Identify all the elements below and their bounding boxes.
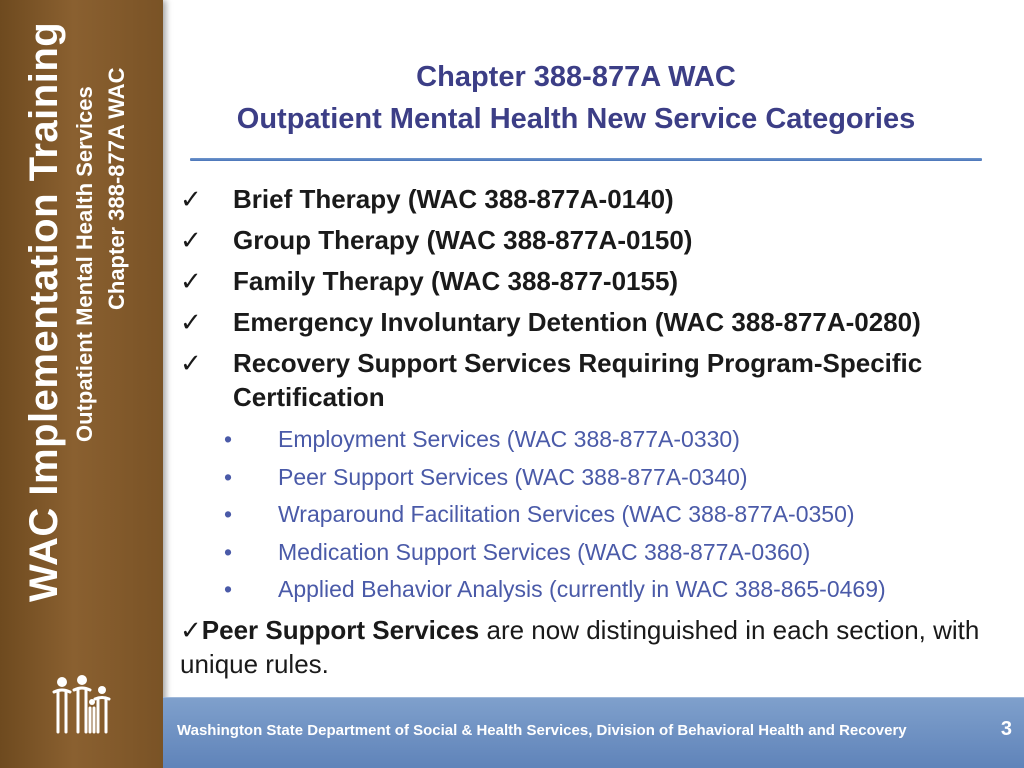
sub-list-item-text: Medication Support Services (WAC 388-877A-0360): [278, 538, 811, 565]
check-item-text: Group Therapy (WAC 388-877A-0150): [233, 225, 693, 255]
check-item-text: Recovery Support Services Requiring Program-Specific Certification: [233, 348, 923, 412]
bullet-icon: •: [224, 538, 233, 565]
check-item: [180, 264, 1000, 298]
sub-list-item-text: Employment Services (WAC 388-877A-0330): [278, 426, 740, 452]
final-note-bold: Peer Support Services: [201, 614, 480, 645]
sidebar-subtitle-chapter: Chapter 388-877A WAC: [104, 67, 129, 310]
sub-list-item-text: Wraparound Facilitation Services (WAC 388-877A-0350): [278, 501, 855, 527]
check-item-text: Emergency Involuntary Detention (WAC 388-877A-0280): [233, 307, 921, 337]
bullet-icon: •: [224, 463, 233, 490]
sub-list-item-text: Peer Support Services (WAC 388-877A-0340): [278, 463, 748, 490]
checkmark-icon: ✓: [180, 307, 202, 337]
sidebar-text-block: [0, 0, 163, 680]
final-note-text: are now distinguished in each section, with unique rules.: [180, 614, 980, 679]
check-item-text: Brief Therapy (WAC 388-877A-0140): [233, 184, 674, 214]
checkmark-icon: ✓: [180, 614, 202, 645]
content-body: [180, 182, 1000, 681]
bullet-icon: •: [224, 426, 233, 452]
title-divider: [190, 158, 982, 161]
slide-title: [163, 56, 989, 140]
check-item-text: Family Therapy (WAC 388-877-0155): [233, 266, 679, 296]
checkmark-icon: ✓: [180, 225, 202, 255]
check-item: [180, 182, 1000, 216]
sidebar-subtitle-services: Outpatient Mental Health Services: [72, 86, 97, 442]
bullet-icon: •: [224, 576, 233, 602]
people-family-logo-icon: [48, 672, 118, 736]
footer-text: Washington State Department of Social & Health Services, Division of Behavioral Health and Recovery: [177, 722, 907, 739]
footer-bar: [163, 697, 1024, 768]
sub-list-item: [180, 421, 1000, 459]
sub-list-item: [180, 534, 1000, 572]
check-item: [180, 223, 1000, 257]
sub-item-list: [180, 421, 1000, 609]
page-number: 3: [1000, 718, 1012, 740]
checkmark-icon: ✓: [180, 184, 202, 214]
sidebar-main-title: WAC Implementation Training: [22, 21, 66, 602]
title-line-2: Outpatient Mental Health New Service Categories: [236, 103, 916, 135]
bullet-icon: •: [224, 501, 233, 527]
check-item: [180, 305, 1000, 339]
checkmark-icon: ✓: [180, 266, 202, 296]
sub-list-item: [180, 459, 1000, 497]
check-item: [180, 346, 1000, 414]
sub-list-item: [180, 496, 1000, 534]
sub-list-item: [180, 571, 1000, 609]
final-note: [180, 613, 1000, 681]
checkmark-icon: ✓: [180, 348, 202, 378]
sidebar: [0, 0, 163, 768]
title-line-1: Chapter 388-877A WAC: [416, 61, 736, 93]
sub-list-item-text: Applied Behavior Analysis (currently in WAC 388-865-0469): [278, 576, 886, 602]
